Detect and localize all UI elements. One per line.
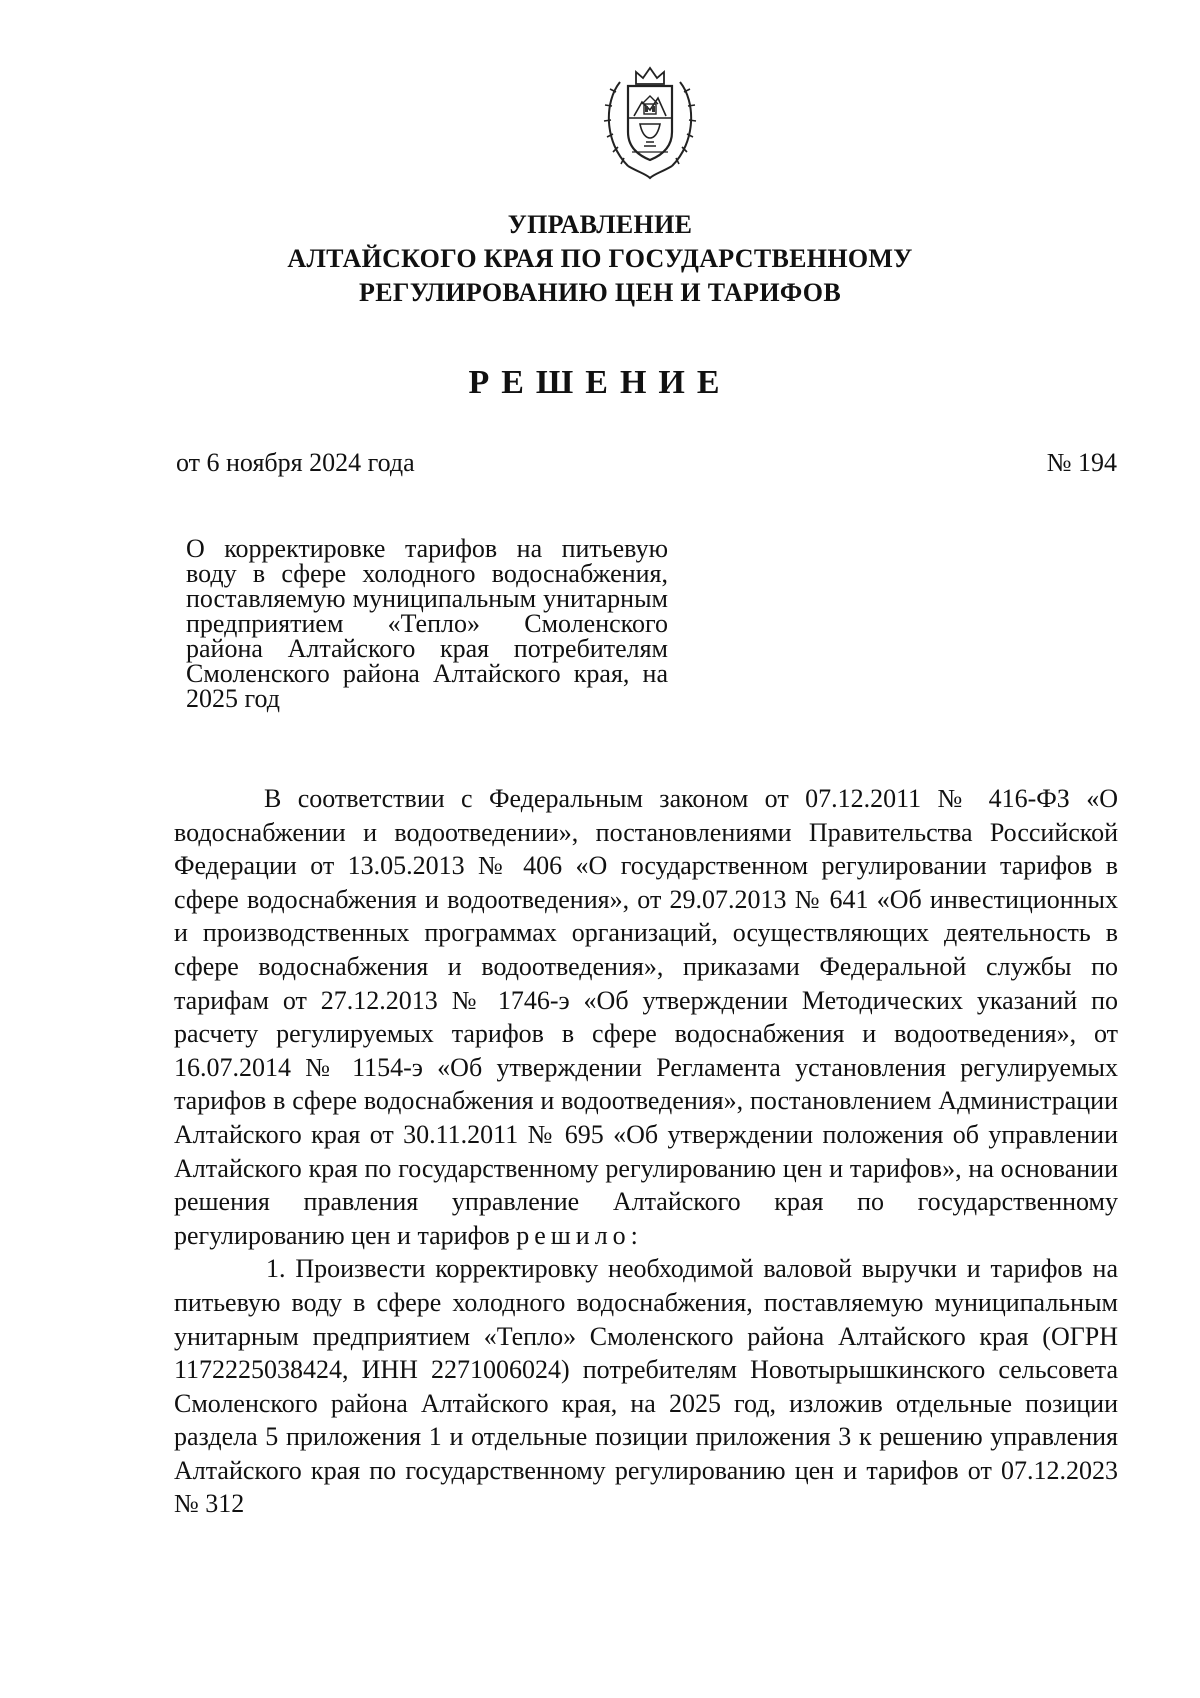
document-title: РЕШЕНИЕ [468,364,732,401]
agency-name-line-1: УПРАВЛЕНИЕ [507,210,693,239]
decided-word: решило [516,1220,631,1250]
document-body [174,782,1118,1521]
document-date: от 6 ноября 2024 года [176,448,415,477]
decided-punctuation: : [630,1220,638,1250]
document-subject: О корректировке тарифов на питьевую воду в сфере холодного водоснабжения, поставляемую муниципальным унитарным предприятием «Тепло» Смоленского района Алтайского края потребителям Смоленского района Алтайского края, на 2025 год [186,534,668,713]
agency-name-line-2: АЛТАЙСКОГО КРАЯ ПО ГОСУДАРСТВЕННОМУ [287,244,913,273]
item-1-paragraph: 1. Произвести корректировку необходимой валовой выручки и тарифов на питьевую воду в сфере холодного водоснабжения, поставляемую муниципальным унитарным предприятием «Тепло» Смоленского района Алтайского края (ОГРН 1172225038424, ИНН 2271006024) потребителям Новотырышкинского сельсовета Смоленского района Алтайского края, на 2025 год, изложив отдельные позиции раздела 5 приложения 1 и отдельные позиции приложения 3 к решению управления Алтайского края по государственному регулированию цен и тарифов от 07.12.2023 № 312 [174,1254,1118,1519]
coat-of-arms-icon [598,62,702,180]
preamble-paragraph [174,782,1118,1252]
preamble-text: В соответствии с Федеральным законом от 07.12.2011 № 416-ФЗ «О водоснабжении и водоотведении», постановлениями Правительства Российской Федерации от 13.05.2013 № 406 «О государственном регулировании тарифов в сфере водоснабжения и водоотведения», от 29.07.2013 № 641 «Об инвестиционных и производственных программах организаций, осуществляющих деятельность в сфере водоснабжения и водоотведения», приказами Федеральной службы по тарифам от 27.12.2013 № 1746-э «Об утверждении Методических указаний по расчету регулируемых тарифов в сфере водоснабжения и водоотведения», от 16.07.2014 № 1154-э «Об утверждении Регламента установления регулируемых тарифов в сфере водоснабжения и водоотведения», постановлением Администрации Алтайского края от 30.11.2011 № 695 «Об утверждении положения об управлении Алтайского края по государственному регулированию цен и тарифов», на основании решения правления управление Алтайского края по государственному регулированию цен и тарифов [174,784,1118,1250]
document-number: № 194 [1046,448,1117,477]
agency-name-line-3: РЕГУЛИРОВАНИЮ ЦЕН И ТАРИФОВ [359,278,841,307]
